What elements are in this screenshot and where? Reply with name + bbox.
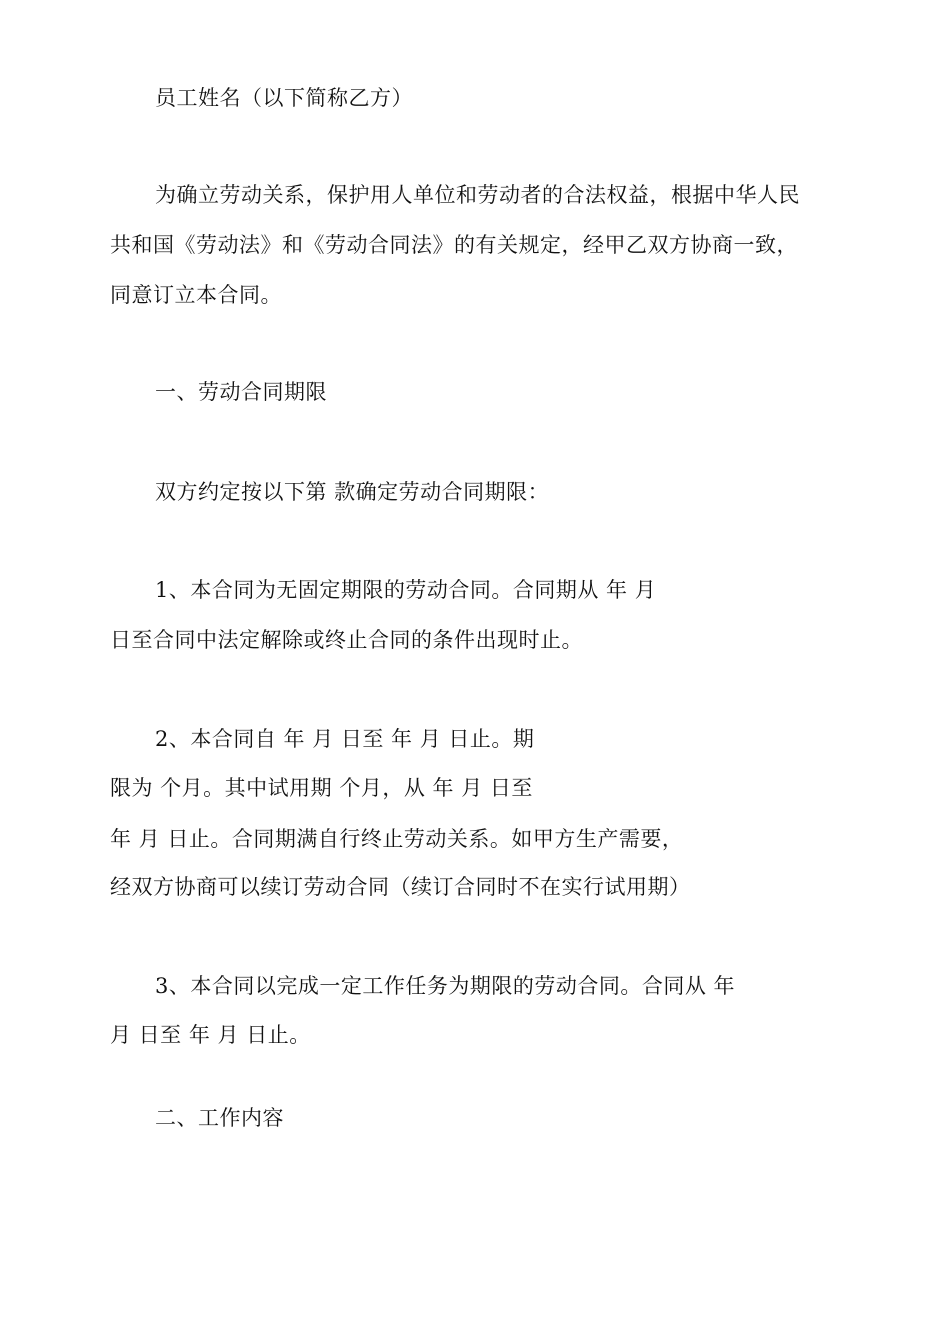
preamble-line-2: 共和国《劳动法》和《劳动合同法》的有关规定，经甲乙双方协商一致， [110, 233, 798, 257]
clause2-line-4: 经双方协商可以续订劳动合同（续订合同时不在实行试用期） [110, 875, 691, 899]
clause3-line-2: 月 日至 年 月 日止。 [110, 1023, 311, 1047]
clause2-line-3: 年 月 日止。合同期满自行终止劳动关系。如甲方生产需要， [110, 827, 684, 851]
clause1-line-2: 日至合同中法定解除或终止合同的条件出现时止。 [110, 628, 583, 652]
section1-heading: 一、劳动合同期限 [155, 380, 327, 404]
party-b-line: 员工姓名（以下简称乙方） [155, 86, 413, 110]
clause2-line-1: 2、本合同自 年 月 日至 年 月 日止。期 [155, 727, 535, 751]
section1-intro: 双方约定按以下第 款确定劳动合同期限： [155, 480, 550, 504]
clause2-line-2: 限为 个月。其中试用期 个月，从 年 月 日至 [110, 776, 533, 800]
preamble-line-1: 为确立劳动关系，保护用人单位和劳动者的合法权益，根据中华人民 [155, 183, 800, 207]
preamble-line-3: 同意订立本合同。 [110, 283, 282, 307]
clause3-line-1: 3、本合同以完成一定工作任务为期限的劳动合同。合同从 年 [155, 974, 736, 998]
section2-heading: 二、工作内容 [155, 1106, 284, 1130]
clause1-line-1: 1、本合同为无固定期限的劳动合同。合同期从 年 月 [155, 578, 657, 602]
